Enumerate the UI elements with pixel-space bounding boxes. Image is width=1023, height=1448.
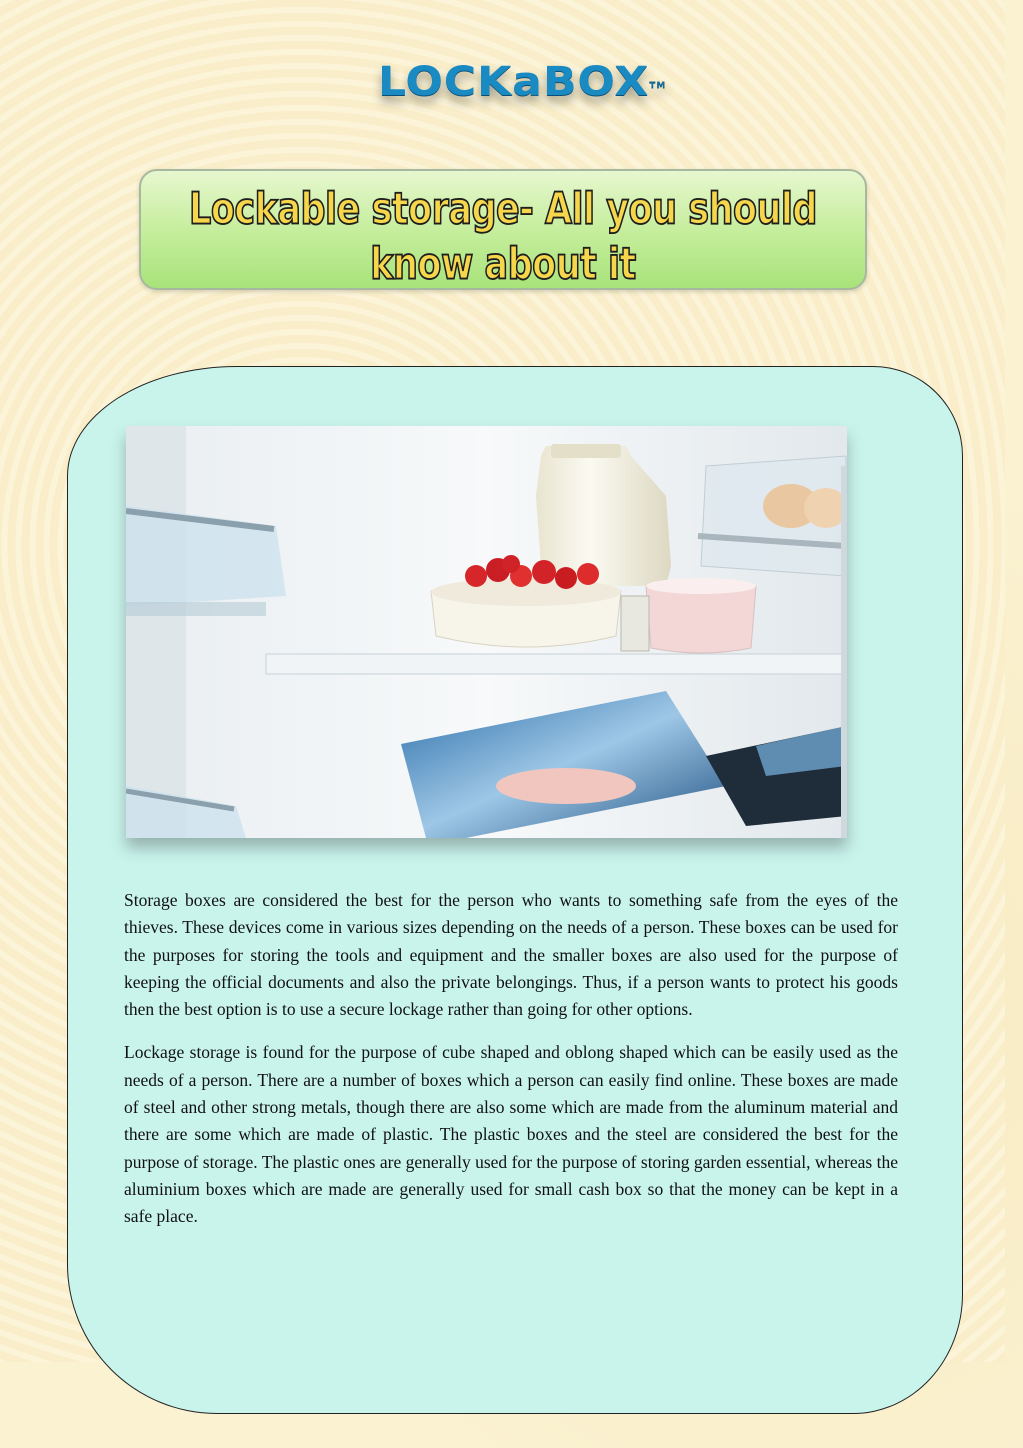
page-title: Lockable storage- All you should know about it — [189, 184, 817, 290]
article-paragraph-1: Storage boxes are considered the best for the person who wants to something safe from the eyes of the thieves. These devices come in various sizes depending on the needs of a person. These boxes can be used for the purposes for storing the tools and equipment and the smaller boxes are also used for the purpose of keeping the official documents and also the private belongings. Thus, if a person wants to protect his goods then the best option is to use a secure lockage rather than going for other options. — [124, 890, 898, 1020]
logo-text: LOCKaBOX — [378, 58, 650, 105]
logo-trademark: TM — [649, 81, 667, 91]
article-body — [124, 887, 898, 1247]
refrigerator-photo — [126, 426, 847, 838]
article-paragraph-2: Lockage storage is found for the purpose of cube shaped and oblong shaped which can be easily used as the needs of a person. There are a number of boxes which a person can easily find online. These boxes are made of steel and other strong metals, though there are also some which are made from the aluminum material and there are some which are made of plastic. The plastic boxes and the steel are considered the best for the purpose of storage. The plastic ones are generally used for the purpose of storing garden essential, whereas the aluminium boxes which are made are generally used for small cash box so that the money can be kept in a safe place. — [124, 1042, 898, 1227]
title-banner — [139, 169, 867, 290]
lockabox-logo — [378, 58, 667, 105]
refrigerator-illustration — [126, 426, 847, 838]
